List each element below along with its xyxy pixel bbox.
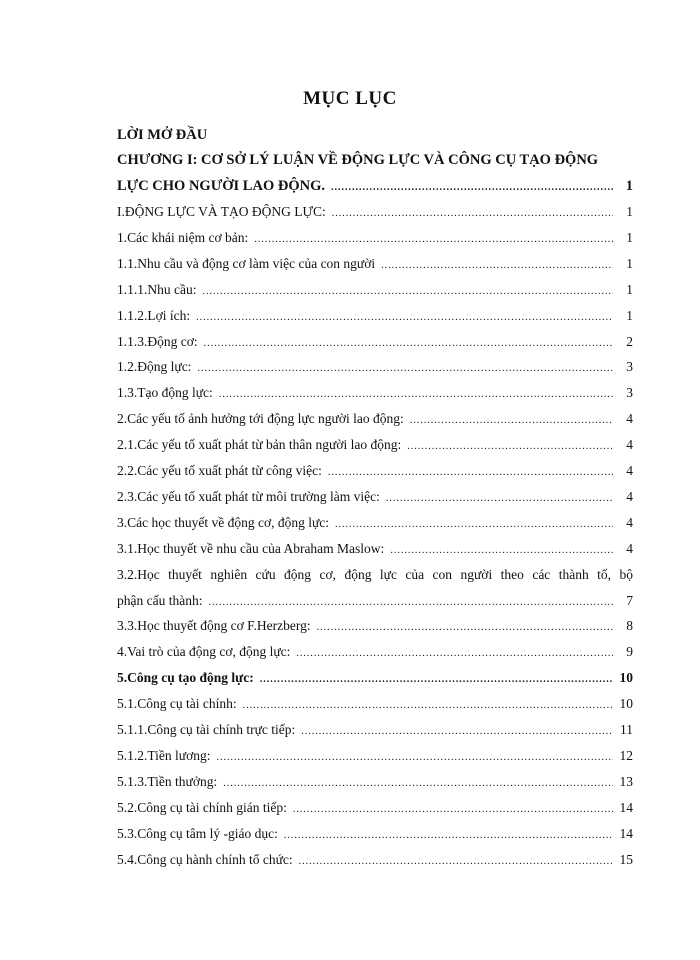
toc-leader [204,338,613,349]
toc-leader [410,415,613,426]
toc-entry-wrapped-line[interactable] [117,567,633,583]
toc-page-number: 4 [626,540,633,556]
toc-page-number: 3 [626,385,633,401]
toc-entry[interactable] [117,774,633,794]
toc-leader [301,726,613,737]
toc-label: 2.Các yếu tố ảnh hưởng tới động lực người lao động: [117,411,404,427]
toc-label: 1.1.1.Nhu cầu: [117,281,197,297]
toc-entry[interactable] [117,411,633,431]
toc-page-number: 14 [619,799,633,815]
toc-label: phận cấu thành: [117,592,203,608]
toc-entry[interactable] [117,852,633,872]
toc-entry[interactable] [117,826,633,846]
toc-entry[interactable] [117,541,633,561]
toc-page-number: 1 [626,204,633,219]
toc-leader [243,700,613,711]
toc-label: 3.1.Học thuyết về nhu cầu của Abraham Maslow: [117,540,385,556]
toc-page-number: 10 [619,670,633,686]
toc-label: 5.1.Công cụ tài chính: [117,696,237,712]
toc-entry[interactable] [117,230,633,250]
toc-label: 2.3.Các yếu tố xuất phát từ môi trường làm việc: [117,488,380,504]
toc-label: 1.Các khái niệm cơ bản: [117,229,249,245]
toc-leader [332,208,613,219]
toc-label: 5.2.Công cụ tài chính gián tiếp: [117,799,287,815]
toc-page-number: 14 [619,825,633,841]
toc-leader [260,674,613,685]
toc-page-number: 7 [626,592,633,608]
toc-entry[interactable] [117,696,633,716]
toc-page-number: 4 [626,488,633,504]
toc-page-number: 8 [626,618,633,634]
toc-entry[interactable] [117,670,633,690]
toc-entry[interactable] [117,334,633,354]
chapter-heading-line2[interactable] [117,178,633,198]
toc-label: 1.1.Nhu cầu và động cơ làm việc của con người [117,255,376,271]
toc-entry[interactable] [117,256,633,276]
toc-leader [386,493,613,504]
toc-page-number: 4 [626,437,633,453]
toc-page-number: 4 [626,514,633,530]
toc-label: 1.1.2.Lợi ích: [117,307,191,323]
toc-label: LỰC CHO NGƯỜI LAO ĐỘNG. [117,178,325,194]
toc-entry[interactable] [117,800,633,820]
toc-entry[interactable] [117,204,633,224]
toc-page-number: 1 [625,178,633,194]
toc-page-number: 13 [619,773,633,789]
toc-label: 5.1.3.Tiền thưởng: [117,773,218,789]
toc-page-number: 12 [619,747,633,763]
toc-label: 5.3.Công cụ tâm lý -giáo dục: [117,825,278,841]
toc-leader [381,260,613,271]
toc-entry[interactable] [117,618,633,638]
toc-leader [331,182,613,193]
toc-page-number: 11 [620,722,633,737]
toc-page-number: 4 [626,411,633,427]
toc-label: 5.1.2.Tiền lương: [117,747,211,763]
intro-heading: LỜI MỞ ĐẦU [117,127,208,143]
toc-leader [296,648,613,659]
chapter-heading-line1 [117,152,633,169]
toc-page-number: 15 [619,851,633,867]
toc-label: 3.Các học thuyết về động cơ, động lực: [117,514,330,530]
page-title: MỤC LỤC [303,88,397,109]
toc-page-number: 10 [619,696,633,712]
toc-entry[interactable] [117,489,633,509]
toc-entry[interactable] [117,748,633,768]
chapter-heading-line1-text: CHƯƠNG I: CƠ SỞ LÝ LUẬN VỀ ĐỘNG LỰC VÀ CÔNG CỤ TẠO ĐỘNG [117,152,599,168]
toc-leader [254,234,613,245]
toc-label: 2.2.Các yếu tố xuất phát từ công việc: [117,463,322,478]
toc-leader [202,286,613,297]
toc-leader [284,830,613,841]
toc-entry[interactable] [117,308,633,328]
toc-leader [317,622,613,633]
toc-leader [219,389,613,400]
toc-label: 1.3.Tạo động lực: [117,385,213,401]
toc-page-number: 1 [626,255,633,271]
toc-label: 2.1.Các yếu tố xuất phát từ bản thân người lao động: [117,437,402,453]
toc-leader [293,804,613,815]
toc-leader [196,312,613,323]
toc-entry[interactable] [117,515,633,535]
toc-leader [223,778,613,789]
toc-leader [335,519,613,530]
toc-leader [328,467,613,478]
toc-label: 1.1.3.Động cơ: [117,333,198,349]
toc-leader [197,363,613,374]
toc-page-number: 1 [626,307,633,323]
toc-leader [216,752,613,763]
toc-entry[interactable] [117,437,633,457]
toc-label: 3.2.Học thuyết nghiên cứu động cơ, động lực của con người theo các thành tố, bộ [117,566,633,582]
toc-page-number: 4 [626,463,633,478]
toc-leader [407,441,613,452]
toc-label: 1.2.Động lực: [117,359,192,375]
toc-leader [299,856,613,867]
toc-leader [390,545,613,556]
toc-page-number: 1 [626,281,633,297]
toc-page-number: 1 [626,229,633,245]
toc-entry[interactable] [117,644,633,664]
toc-page-number: 2 [626,333,633,349]
toc-label: 5.Công cụ tạo động lực: [117,670,254,686]
toc-entry[interactable] [117,722,633,742]
toc-page-number: 9 [626,644,633,660]
toc-page-number: 3 [626,359,633,375]
toc-label: 3.3.Học thuyết động cơ F.Herzberg: [117,618,311,634]
toc-entry[interactable] [117,385,633,405]
toc-entry[interactable] [117,593,633,613]
toc-entry[interactable] [117,463,633,483]
toc-label: 5.4.Công cụ hành chính tổ chức: [117,851,293,867]
toc-entry[interactable] [117,359,633,379]
toc-entry[interactable] [117,282,633,302]
toc-label: 5.1.1.Công cụ tài chính trực tiếp: [117,722,296,737]
toc-label: I.ĐỘNG LỰC VÀ TẠO ĐỘNG LỰC: [117,204,326,219]
toc-label: 4.Vai trò của động cơ, động lực: [117,644,291,660]
toc-leader [208,597,613,608]
